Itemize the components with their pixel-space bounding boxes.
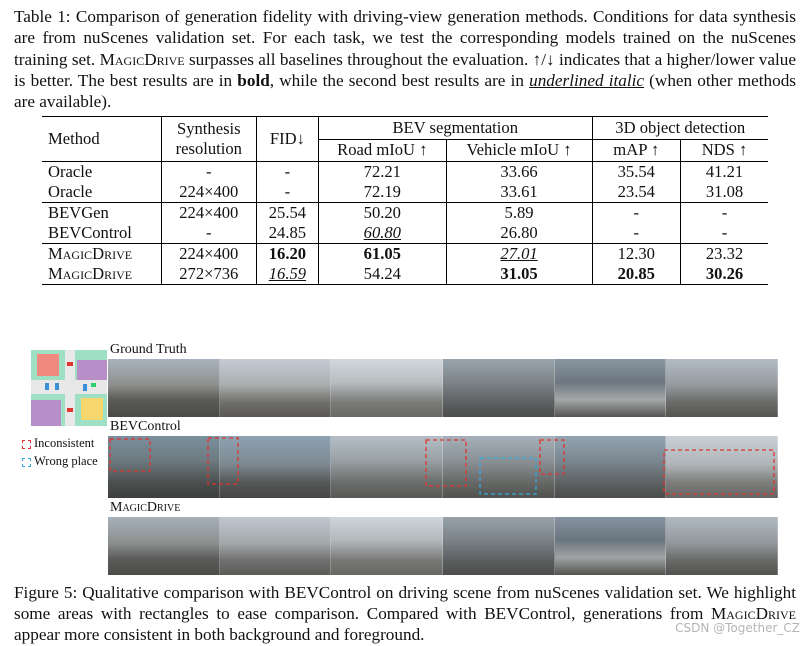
inconsistent-box	[426, 440, 466, 486]
cell-vehicle: 33.61	[446, 182, 592, 203]
header-road: Road mIoU ↑	[318, 139, 446, 162]
header-resolution: Synthesis resolution	[161, 117, 256, 162]
caption-text: Figure 5: Qualitative comparison with BEVControl on driving scene from nuScenes validation set. We highlight some areas with rectangles to ease comparison. Compared with BEVControl, generations from	[14, 583, 796, 623]
header-nds: NDS ↑	[701, 140, 748, 160]
cell-fid: 25.54	[256, 203, 318, 224]
camera-view	[555, 517, 667, 575]
caption-text: (when other methods are available).	[14, 70, 796, 112]
cell-method: MagicDrive	[42, 264, 161, 285]
camera-view	[331, 517, 443, 575]
cell-map: -	[592, 203, 681, 224]
cell-map: 20.85	[592, 264, 681, 285]
caption-brand: MagicDrive	[710, 604, 796, 623]
cell-fid: -	[256, 162, 318, 183]
table-row	[42, 223, 768, 244]
cell-road: 60.80	[318, 223, 446, 244]
cell-nds: -	[681, 203, 768, 224]
cell-fid: -	[256, 182, 318, 203]
legend-label: Wrong place	[34, 454, 98, 468]
header-det-group: 3D object detection	[592, 117, 768, 140]
cell-nds: 41.21	[705, 162, 744, 181]
cell-method: Oracle	[42, 162, 161, 183]
cell-fid: 16.59	[256, 264, 318, 285]
table-caption	[14, 6, 796, 112]
cell-road: 54.24	[318, 264, 446, 285]
caption-text: , while the second best results are in	[269, 70, 530, 90]
cell-res: -	[161, 162, 256, 183]
table-row	[42, 203, 768, 224]
cell-res: 224×400	[161, 203, 256, 224]
row-label-ground-truth: Ground Truth	[110, 342, 187, 357]
cell-method: BEVGen	[42, 203, 161, 224]
cell-map: -	[592, 223, 681, 244]
cell-vehicle: 33.66	[446, 162, 592, 183]
camera-view	[108, 517, 220, 575]
table-row	[42, 162, 768, 183]
cell-nds: 31.08	[705, 182, 744, 201]
wrong-place-box	[480, 458, 536, 494]
inconsistent-box	[208, 438, 238, 484]
inconsistent-box	[110, 439, 150, 471]
camera-view	[220, 359, 332, 417]
cell-vehicle: 26.80	[446, 223, 592, 244]
cell-nds: 23.32	[681, 244, 768, 265]
cell-map: 35.54	[592, 162, 681, 183]
caption-underline-phrase: underlined italic	[529, 70, 645, 90]
camera-view	[555, 359, 667, 417]
cell-res: 272×736	[161, 264, 256, 285]
legend-wrong-place	[22, 454, 98, 469]
legend-label: Inconsistent	[34, 436, 95, 450]
cell-fid: 24.85	[256, 223, 318, 244]
bev-map-image	[31, 350, 107, 426]
cell-vehicle: 5.89	[446, 203, 592, 224]
table-row	[42, 182, 768, 203]
cell-res: 224×400	[161, 244, 256, 265]
cell-nds: -	[721, 223, 728, 242]
camera-view	[666, 517, 778, 575]
header-bev-group: BEV segmentation	[318, 117, 592, 140]
cell-road: 72.21	[318, 162, 446, 183]
wrong-place-swatch	[22, 458, 31, 467]
header-map: mAP ↑	[592, 139, 681, 162]
camera-view	[443, 359, 555, 417]
caption-text: surpasses all baselines throughout the evaluation. ↑/↓ indicates that a higher/lower value is better. The best results are in	[14, 49, 796, 90]
cell-method: BEVControl	[42, 223, 161, 244]
table-row	[42, 264, 768, 285]
inconsistent-swatch	[22, 440, 31, 449]
camera-view	[220, 517, 332, 575]
cell-map: 23.54	[592, 182, 681, 203]
camera-view	[331, 359, 443, 417]
caption-brand: MagicDrive	[99, 49, 185, 69]
cell-vehicle: 31.05	[446, 264, 592, 285]
figure-caption	[14, 582, 796, 645]
watermark: CSDN @Together_CZ	[675, 621, 800, 635]
cell-res: 224×400	[161, 182, 256, 203]
cell-fid: 16.20	[256, 244, 318, 265]
results-table	[42, 116, 768, 285]
inconsistent-box	[540, 440, 564, 474]
magicdrive-image-strip	[108, 517, 778, 575]
header-fid: FID↓	[256, 117, 318, 162]
header-vehicle: Vehicle mIoU ↑	[446, 139, 592, 162]
row-label-bevcontrol: BEVControl	[110, 419, 181, 434]
figure-5	[0, 340, 810, 578]
highlight-overlay	[108, 436, 778, 498]
cell-res: -	[161, 223, 256, 244]
header-method: Method	[42, 117, 161, 162]
cell-nds: 30.26	[705, 264, 744, 283]
caption-bold-word: bold	[237, 70, 270, 90]
cell-road: 50.20	[318, 203, 446, 224]
cell-road: 72.19	[318, 182, 446, 203]
camera-view	[666, 359, 778, 417]
caption-text: appear more consistent in both background and foreground.	[14, 625, 425, 644]
caption-text: Table 1: Comparison of generation fidelity with driving-view generation methods. Conditions for data synthesis are from nuScenes validation set. For each task, we test the corresponding models trained on the nuScenes training set.	[14, 7, 796, 69]
camera-view	[108, 359, 220, 417]
legend-inconsistent	[22, 436, 94, 451]
row-label-magicdrive: MagicDrive	[110, 500, 181, 515]
table-row	[42, 244, 768, 265]
cell-method: MagicDrive	[42, 244, 161, 265]
cell-map: 12.30	[592, 244, 681, 265]
cell-vehicle: 27.01	[446, 244, 592, 265]
camera-view	[443, 517, 555, 575]
inconsistent-box	[664, 450, 774, 494]
cell-method: Oracle	[42, 182, 161, 203]
cell-road: 61.05	[318, 244, 446, 265]
ground-truth-image-strip	[108, 359, 778, 417]
